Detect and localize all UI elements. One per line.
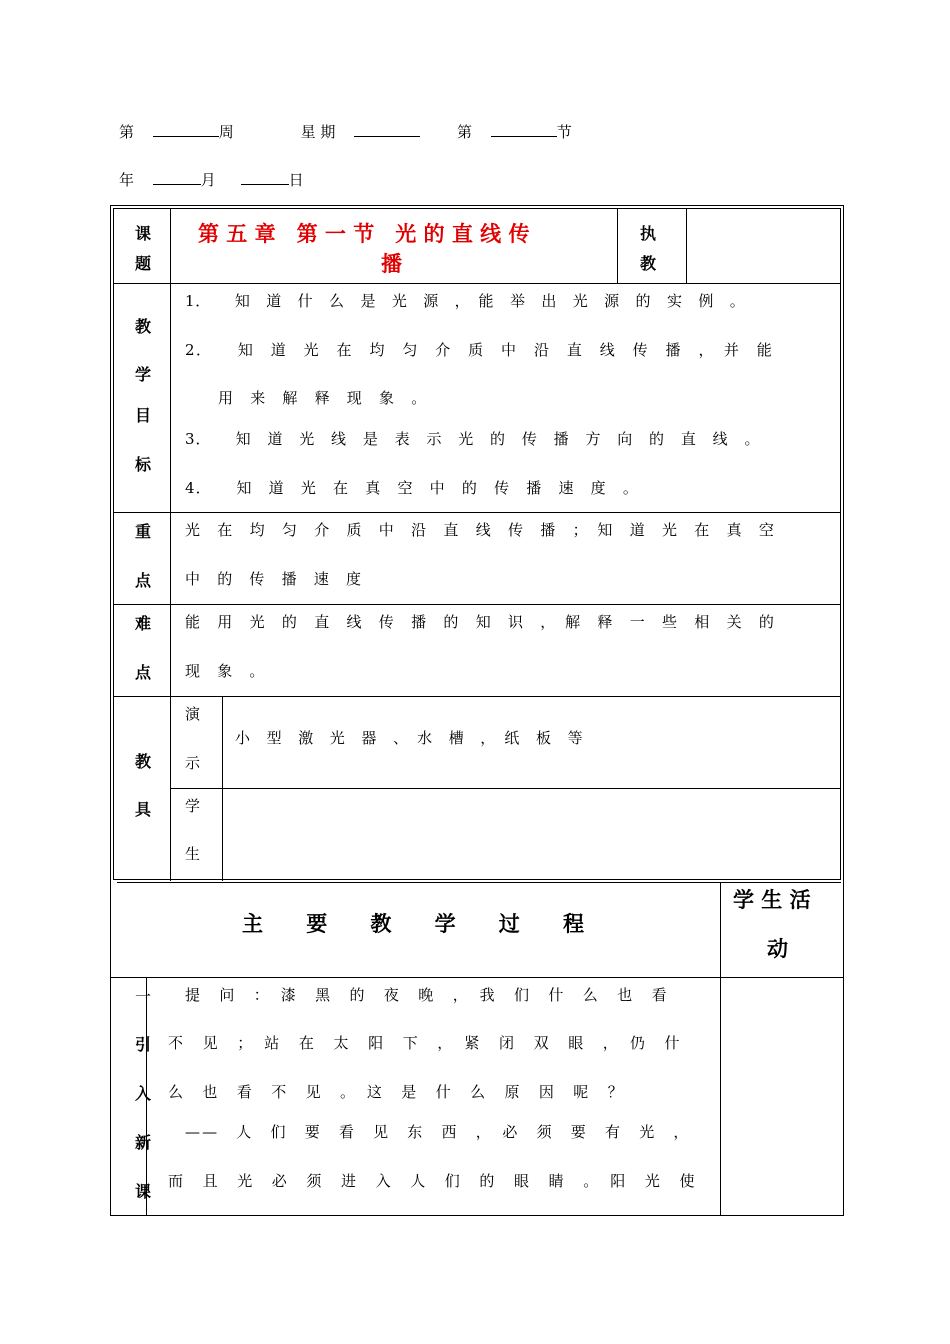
table-border-right-outer — [843, 205, 844, 1216]
section-label-1: 一 — [134, 987, 151, 1006]
row-sep-2 — [113, 512, 841, 513]
weekday-blank[interactable] — [354, 122, 420, 137]
year-blank[interactable] — [153, 170, 201, 185]
year-label: 年 — [119, 171, 135, 189]
tools-sub-col — [222, 696, 223, 881]
key-points-label-2: 点 — [134, 571, 151, 590]
table-border-bottom — [110, 1215, 844, 1216]
day-label: 日 — [288, 171, 304, 189]
objectives-label-4: 标 — [134, 455, 151, 474]
lesson-title-line1: 第 五 章 第 一 节 光 的 直 线 传 — [198, 221, 530, 246]
table-border-left-inner — [113, 208, 114, 880]
student-activity-heading-1: 学 生 活 — [733, 887, 811, 912]
process-header-bottom — [110, 977, 844, 978]
section-label-3: 入 — [134, 1084, 151, 1103]
weekday-label: 星 期 — [300, 123, 336, 141]
table-border-left-outer — [110, 205, 111, 1216]
process-heading: 主 要 教 学 过 程 — [242, 911, 585, 936]
objective-item: 用 来 解 释 现 象 。 — [218, 389, 428, 407]
table-border-top-inner — [113, 208, 841, 209]
demo-label-2: 示 — [185, 754, 201, 772]
objective-item: 3． 知 道 光 线 是 表 示 光 的 传 播 方 向 的 直 线 。 — [185, 430, 761, 448]
teacher-label-2: 教 — [639, 254, 656, 273]
student-label-2: 生 — [185, 845, 201, 863]
difficulties-label-1: 难 — [134, 614, 151, 633]
process-line: 不 见 ； 站 在 太 阳 下 ， 紧 闭 双 眼 ， 仍 什 — [168, 1034, 682, 1052]
period-blank[interactable] — [491, 122, 557, 137]
teacher-col-left — [617, 208, 618, 283]
demo-equipment: 小 型 激 光 器 、 水 槽 ， 纸 板 等 — [235, 729, 584, 747]
key-points-line: 中 的 传 播 速 度 — [185, 570, 363, 588]
week-line — [119, 121, 572, 142]
difficulties-label-2: 点 — [134, 663, 151, 682]
objectives-label-2: 学 — [134, 365, 151, 384]
process-sep-b — [117, 882, 841, 883]
process-line: 而 且 光 必 须 进 入 人 们 的 眼 睛 。 阳 光 使 — [168, 1172, 697, 1190]
key-points-label-1: 重 — [134, 522, 151, 541]
process-line: 么 也 看 不 见 。 这 是 什 么 原 因 呢 ？ — [168, 1083, 625, 1101]
row-sep-5 — [170, 788, 841, 789]
tools-label-2: 具 — [134, 800, 151, 819]
objectives-label-3: 目 — [134, 406, 151, 425]
student-activity-heading-2: 动 — [767, 936, 788, 961]
activity-col — [720, 882, 721, 1216]
topic-label-1: 课 — [134, 224, 151, 243]
teacher-col-right — [686, 208, 687, 283]
tools-label-1: 教 — [134, 752, 151, 771]
week-prefix: 第 — [119, 123, 135, 141]
key-points-line: 光 在 均 匀 介 质 中 沿 直 线 传 播 ； 知 道 光 在 真 空 — [185, 521, 776, 539]
month-label: 月 — [200, 171, 216, 189]
topic-label-2: 题 — [134, 254, 151, 273]
student-label-1: 学 — [185, 797, 201, 815]
section-label-2: 引 — [134, 1035, 151, 1054]
label-col-divider — [170, 208, 171, 881]
week-blank[interactable] — [153, 122, 219, 137]
section-label-4: 新 — [134, 1133, 151, 1152]
difficulties-line: 现 象 。 — [185, 662, 266, 680]
process-sep-a — [113, 879, 841, 880]
process-line: —— 人 们 要 看 见 东 西 ， 必 须 要 有 光 ， — [185, 1123, 691, 1141]
objective-item: 4． 知 道 光 在 真 空 中 的 传 播 速 度 。 — [185, 479, 639, 497]
row-sep-1 — [113, 283, 841, 284]
objective-item: 2． 知 道 光 在 均 匀 介 质 中 沿 直 线 传 播 ， 并 能 — [185, 341, 774, 359]
week-suffix: 周 — [218, 123, 234, 141]
demo-label-1: 演 — [185, 705, 201, 723]
difficulties-line: 能 用 光 的 直 线 传 播 的 知 识 ， 解 释 一 些 相 关 的 — [185, 613, 776, 631]
period-prefix: 第 — [456, 123, 472, 141]
month-blank[interactable] — [241, 170, 289, 185]
process-line: 提 问 ： 漆 黑 的 夜 晚 ， 我 们 什 么 也 看 — [185, 986, 669, 1004]
section-label-5: 课 — [134, 1182, 151, 1201]
period-suffix: 节 — [556, 123, 572, 141]
objective-item: 1． 知 道 什 么 是 光 源 ， 能 举 出 光 源 的 实 例 。 — [185, 292, 746, 310]
table-border-top-outer — [110, 205, 844, 206]
date-line — [119, 169, 304, 190]
lesson-title-line2: 播 — [381, 251, 402, 276]
row-sep-3 — [113, 604, 841, 605]
objectives-label-1: 教 — [134, 317, 151, 336]
table-border-right-inner — [840, 208, 841, 880]
teacher-label-1: 执 — [639, 224, 656, 243]
